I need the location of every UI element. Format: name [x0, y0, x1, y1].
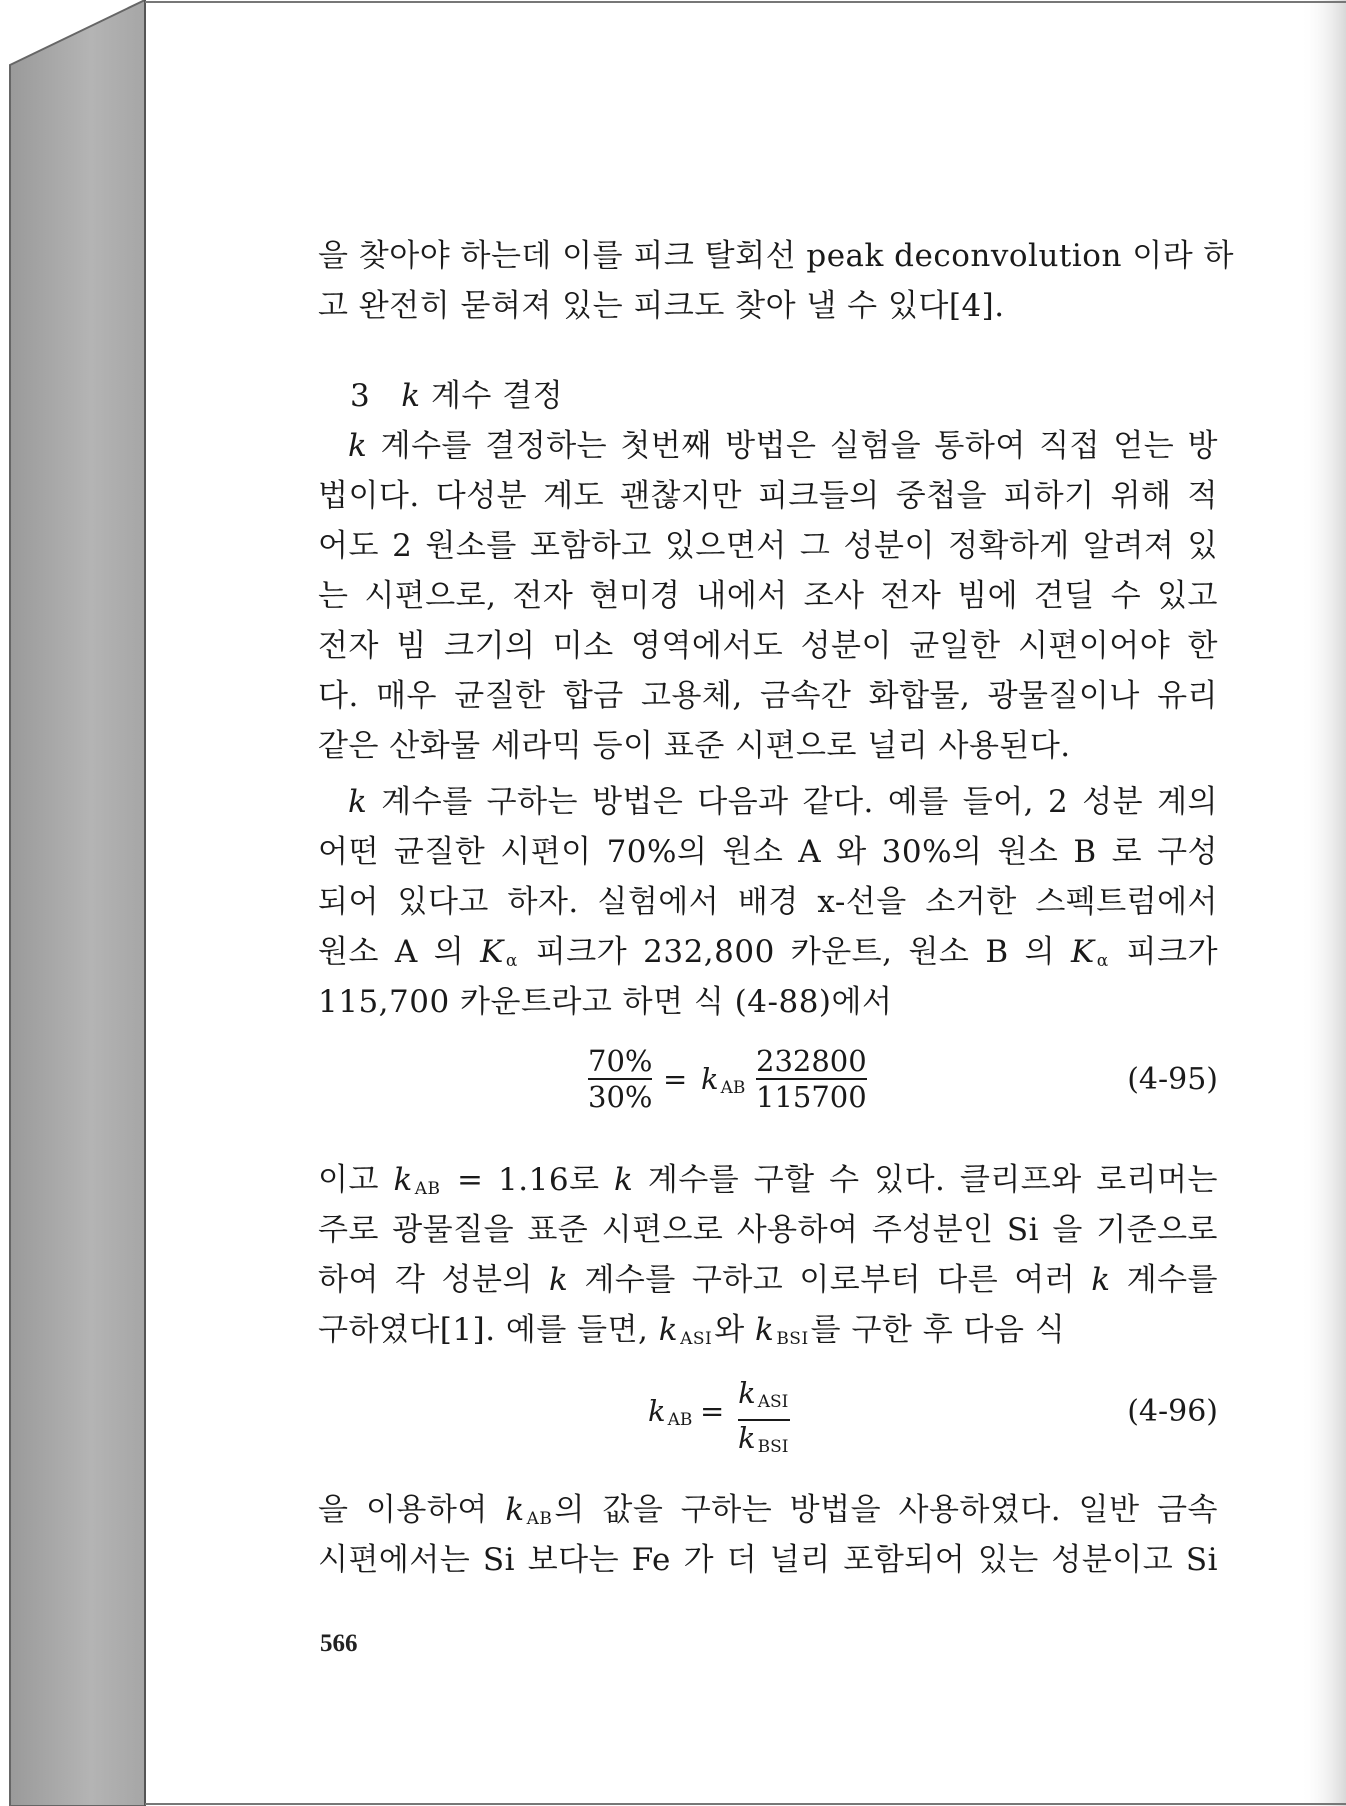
- para2-line2: 법이다. 다성분 계도 괜찮지만 피크들의 중첩을 피하기 위해 적: [318, 478, 1218, 514]
- eq96-equals: =: [700, 1394, 725, 1428]
- para2-line4: 는 시편으로, 전자 현미경 내에서 조사 전자 빔에 견딜 수 있고: [318, 578, 1218, 614]
- equation-4-95: [318, 1044, 1218, 1134]
- para4-line3-c: 계수를: [1126, 1262, 1219, 1298]
- alpha-sub-2: α: [1096, 951, 1109, 971]
- para3-line4-b: 피크가 232,800 카운트, 원소 B 의: [535, 934, 1056, 970]
- k-symbol: k: [348, 428, 368, 464]
- eq95-k: [701, 1062, 747, 1105]
- para3-line3: 되어 있다고 하자. 실험에서 배경 x-선을 소거한 스펙트럼에서: [318, 884, 1218, 920]
- para2-line1-text: 계수를 결정하는 첫번째 방법은 실험을 통하여 직접 얻는 방: [380, 428, 1218, 464]
- para1-line2: 고 완전히 묻혀져 있는 피크도 찾아 낼 수 있다[4].: [318, 288, 1005, 324]
- para3-line4-c: 피크가: [1126, 934, 1219, 970]
- eq96-k-sub: AB: [667, 1410, 693, 1430]
- k-sub: AB: [414, 1179, 441, 1199]
- para4-line1-c: 계수를 구할 수 있다. 클리프와 로리머는: [647, 1162, 1218, 1198]
- para4-line2: 주로 광물질을 표준 시편으로 사용하여 주성분인 Si 을 기준으로: [318, 1212, 1218, 1248]
- eq96-k-symbol: k: [648, 1394, 666, 1428]
- eq96-lhs: [648, 1394, 694, 1437]
- eq96-den-k: k: [738, 1421, 756, 1455]
- k-symbol: k: [549, 1262, 569, 1298]
- k-symbol: k: [505, 1492, 525, 1528]
- para4-line1-a: 이고: [318, 1162, 379, 1198]
- k-symbol-2: k: [614, 1162, 634, 1198]
- para5-line1-b: 의 값을 구하는 방법을 사용하였다. 일반 금속: [554, 1492, 1218, 1528]
- section-heading: [350, 376, 1250, 416]
- k-sub-asi: ASI: [680, 1329, 713, 1349]
- para4-line1: [318, 1160, 1218, 1200]
- alpha-sub: α: [505, 951, 518, 971]
- para2-line5: 전자 빔 크기의 미소 영역에서도 성분이 균일한 시편이어야 한: [318, 628, 1218, 664]
- para4-line3-b: 계수를 구하고 이로부터 다른 여러: [584, 1262, 1076, 1298]
- para4-line3: [318, 1260, 1218, 1300]
- para2-line6: 다. 매우 균질한 합금 고용체, 금속간 화합물, 광물질이나 유리: [318, 678, 1218, 714]
- para3-line1-text: 계수를 구하는 방법은 다음과 같다. 예를 들어, 2 성분 계의: [381, 784, 1218, 820]
- K-symbol: K: [480, 934, 504, 970]
- eq96-num: [738, 1376, 790, 1419]
- section-title: 계수 결정: [430, 378, 564, 414]
- book-spine: [10, 0, 145, 1806]
- para3-line2: 어떤 균질한 시편이 70%의 원소 A 와 30%의 원소 B 로 구성: [318, 834, 1218, 870]
- k-symbol-2: k: [755, 1312, 775, 1348]
- para3-line1: [348, 782, 1218, 822]
- eq95-left-fraction: [588, 1044, 652, 1114]
- eq96-num-k: k: [738, 1376, 756, 1410]
- para4-line3-a: 하여 각 성분의: [318, 1262, 533, 1298]
- K-symbol-2: K: [1071, 934, 1095, 970]
- eq95-right-num: 232800: [756, 1044, 867, 1078]
- para2-line7: 같은 산화물 세라믹 등이 표준 시편으로 널리 사용된다.: [318, 728, 1071, 764]
- para4-line1-b: = 1.16로: [457, 1162, 600, 1198]
- para2-line1: [348, 426, 1218, 466]
- k-symbol: k: [348, 784, 368, 820]
- para5-line2: 시편에서는 Si 보다는 Fe 가 더 널리 포함되어 있는 성분이고 Si: [318, 1542, 1218, 1578]
- para4-line4-a: 구하였다[1]. 예를 들면,: [318, 1312, 649, 1348]
- eq96-fraction: [738, 1376, 790, 1464]
- eq95-number: (4-95): [1127, 1062, 1218, 1097]
- eq95-left-num: 70%: [588, 1044, 653, 1078]
- k-symbol: k: [658, 1312, 679, 1348]
- eq96-number: (4-96): [1127, 1394, 1218, 1429]
- eq95-equals: =: [663, 1062, 688, 1096]
- para4-line4-c: 를 구한 후 다음 식: [810, 1312, 1066, 1348]
- para2-line3: 어도 2 원소를 포함하고 있으면서 그 성분이 정확하게 알려져 있: [318, 528, 1218, 564]
- eq96-num-sub: ASI: [757, 1392, 789, 1412]
- eq96-den: [738, 1421, 790, 1464]
- para3-line4-a: 원소 A 의: [318, 934, 465, 970]
- para3-line5: 115,700 카운트라고 하면 식 (4-88)에서: [318, 984, 893, 1020]
- para4-line4-b: 와: [714, 1312, 745, 1348]
- para5-line1: [318, 1490, 1218, 1530]
- equation-4-96: [318, 1376, 1218, 1466]
- para5-line1-a: 을 이용하여: [318, 1492, 488, 1528]
- eq96-den-sub: BSI: [757, 1437, 789, 1457]
- eq95-k-symbol: k: [701, 1062, 719, 1096]
- para1-line1: 을 찾아야 하는데 이를 피크 탈회선 peak deconvolution 이라 하: [318, 238, 1234, 274]
- eq95-left-den: 30%: [588, 1080, 653, 1114]
- k-sub: AB: [526, 1509, 553, 1529]
- section-k: k: [401, 378, 421, 414]
- section-number: 3: [350, 378, 371, 414]
- para3-line4: [318, 932, 1218, 972]
- k-sub-bsi: BSI: [776, 1329, 809, 1349]
- eq95-k-sub: AB: [720, 1078, 746, 1098]
- para4-line4: [318, 1310, 1218, 1350]
- eq95-right-fraction: [756, 1044, 867, 1114]
- k-symbol: k: [393, 1162, 413, 1198]
- page-number: 566: [320, 1630, 358, 1657]
- page-right-shadow: [1300, 0, 1346, 1806]
- eq95-right-den: 115700: [756, 1080, 867, 1114]
- k-symbol-2: k: [1091, 1262, 1111, 1298]
